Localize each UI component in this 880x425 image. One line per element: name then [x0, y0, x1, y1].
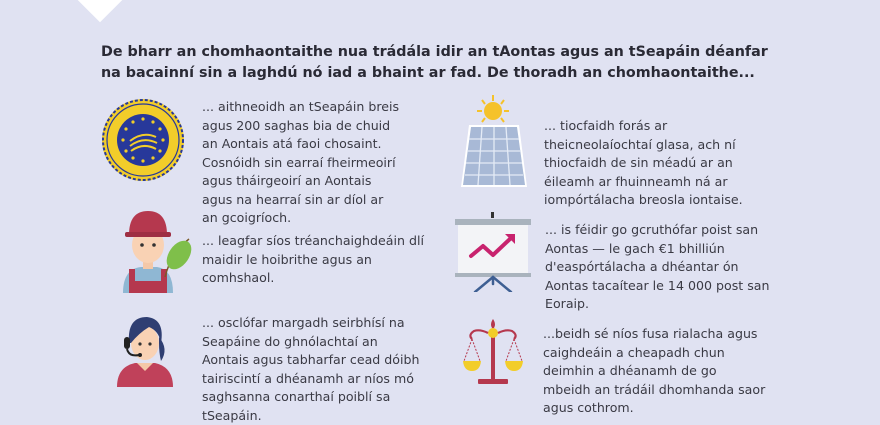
call-center-agent-icon: [115, 313, 175, 387]
solar-panel-icon: [455, 95, 535, 190]
benefit-text-green-tech: ... tiocfaidh forás ar theicneolaíochtaí glasa, ach ní thiocfaidh de sin méadú ar an éileamh ar fhuinneamh ná ar iompórtálacha breosla iontaise.: [544, 118, 743, 207]
decorative-notch: [72, 0, 129, 22]
benefit-text-labour-standards: ... leagfar síos tréanchaighdeáin dlí maidir le hoibrithe agus an comhshaol.: [202, 233, 424, 285]
growth-chart-presentation-icon: [455, 212, 531, 292]
protected-geographical-indication-seal-icon: [100, 97, 186, 183]
worker-with-leaf-icon: [115, 205, 195, 295]
intro-heading: De bharr an chomhaontaithe nua trádála idir an tAontas agus an tSeapáin déanfar na bacainní sin a laghdú nó iad a bhaint ar fad. De thoradh an chomhaontaithe...: [101, 44, 768, 81]
benefit-text-services-market: ... osclófar margadh seirbhísí na Seapáine do ghnólachtaí an Aontais agus tabharfar cead dóibh tairiscintí a dhéanamh ar níos mó saghsanna conarthaí poiblí sa tSeapáin.: [202, 315, 420, 423]
benefit-text-food-protection: ... aithneoidh an tSeapáin breis agus 200 saghas bia de chuid an Aontais atá faoi chosaint. Cosnóidh sin earraí fheirmeoirí agus tháirgeoirí an Aontais agus na hearraí sin ar díol ar an gcoigríoch.: [202, 99, 400, 225]
benefit-text-fair-trade: ...beidh sé níos fusa rialacha agus caighdeáin a cheapadh chun deimhin a dhéanamh de go mbeidh an trádáil dhomhanda saor agus cothrom.: [543, 326, 766, 415]
scales-of-justice-icon: [462, 317, 524, 387]
benefit-text-jobs: ... is féidir go gcruthófar poist san Aontas — le gach €1 bhilliún d'easpórtálacha a dhéantar ón Aontas tacaítear le 14 000 post san Eoraip.: [545, 222, 770, 311]
